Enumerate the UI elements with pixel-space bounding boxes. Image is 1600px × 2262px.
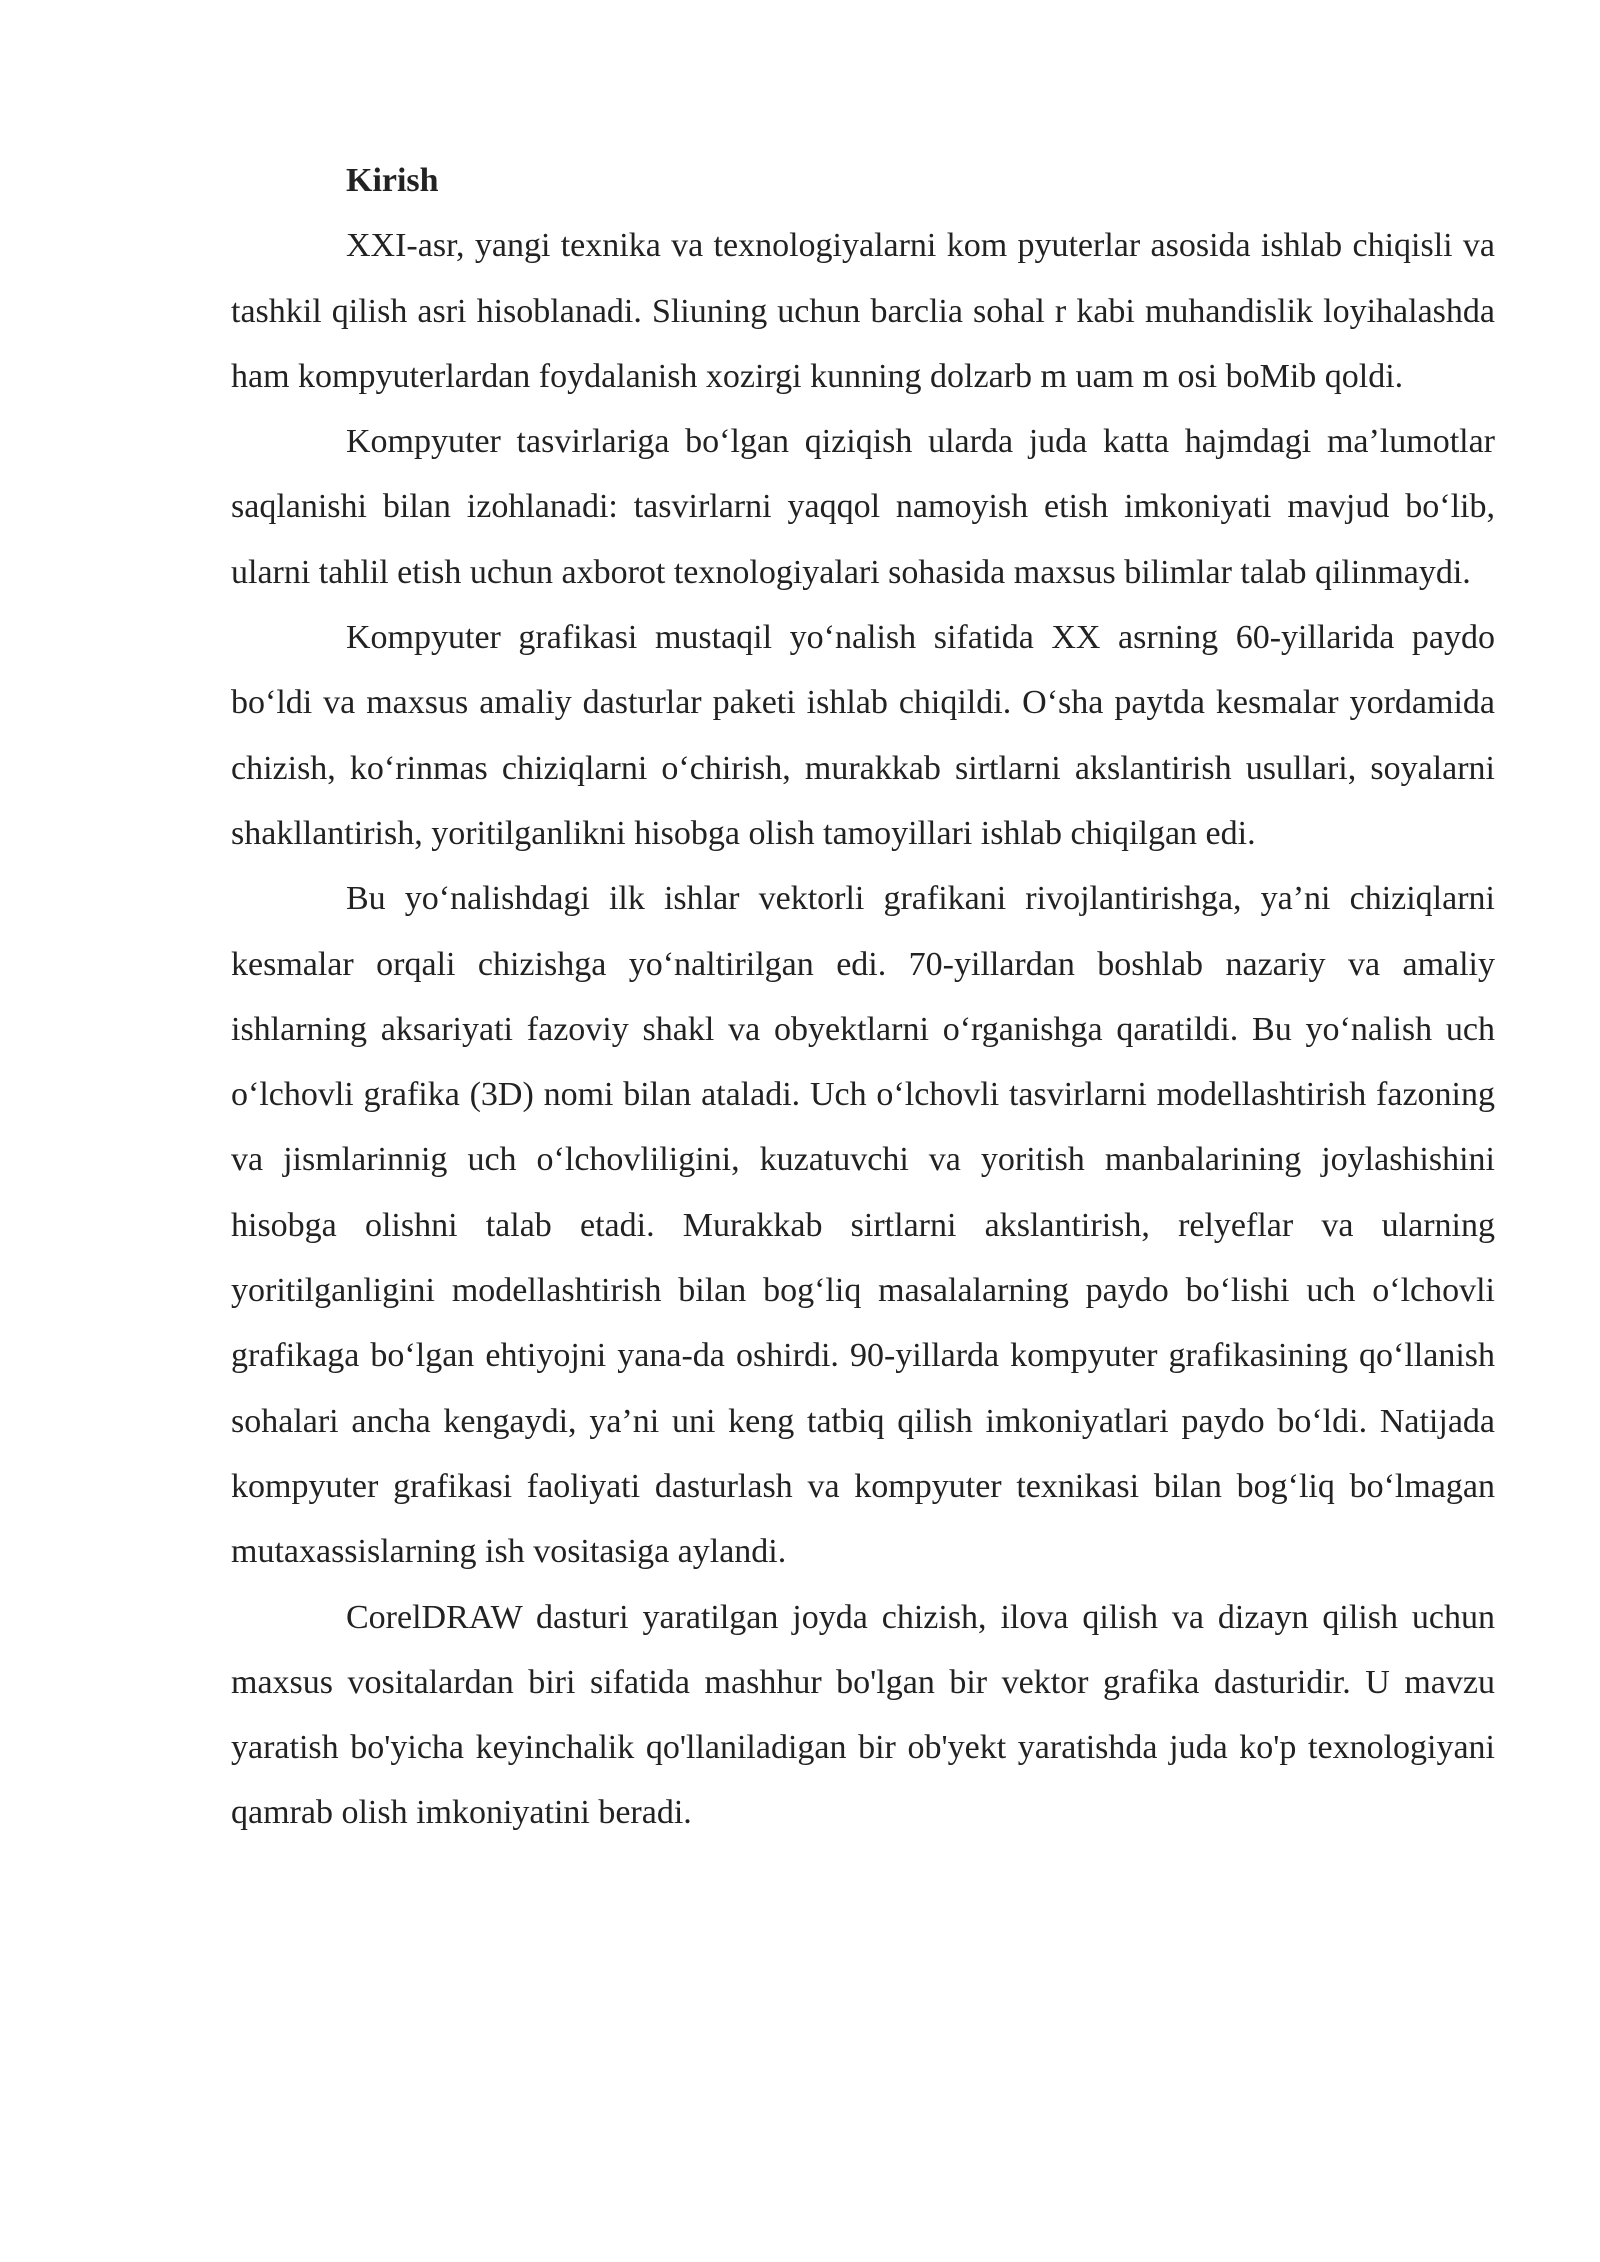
paragraph-coreldraw: CorelDRAW dasturi yaratilgan joyda chizish, ilova qilish va dizayn qilish uchun maxsus vositalardan biri sifatida mashhur bo'lgan bir vektor grafika dasturidir. U mavzu yaratish bo'yicha keyinchalik qo'llaniladigan bir ob'yekt yaratishda juda ko'p texnologiyani qamrab olish imkoniyatini beradi.: [231, 1598, 1495, 1832]
paragraph-intro: XXI-asr, yangi texnika va texnologiyalarni kom pyuterlar asosida ishlab chiqisli va tashkil qilish asri hisoblanadi. Sliuning uchun barclia sohal r kabi muhandislik loyihalashda ham kompyuterlardan foydalanish xozirgi kunning dolzarb m uam m osi boMib qoldi.: [231, 227, 1495, 395]
paragraph-graphics-history: Kompyuter grafikasi mustaqil yo‘nalish sifatida XX asrning 60-yillarida paydo bo‘ldi va maxsus amaliy dasturlar paketi ishlab chiqildi. O‘sha paytda kesmalar yordamida chizish, ko‘rinmas chiziqlarni o‘chirish, murakkab sirtlarni akslantirish usullari, soyalarni shakllantirish, yoritilganlikni hisobga olish tamoyillari ishlab chiqilgan edi.: [231, 619, 1495, 852]
section-heading: Kirish: [346, 162, 439, 199]
document-page: [231, 148, 1495, 1846]
paragraph-3d-graphics: Bu yo‘nalishdagi ilk ishlar vektorli grafikani rivojlantirishga, ya’ni chiziqlarni kesmalar orqali chizishga yo‘naltirilgan edi. 70-yillardan boshlab nazariy va amaliy ishlarning aksariyati fazoviy shakl va obyektlarni o‘rganishga qaratildi. Bu yo‘nalish uch o‘lchovli grafika (3D) nomi bilan ataladi. Uch o‘lchovli tasvirlarni modellashtirish fazoning va jismlarinnig uch o‘lchovliligini, kuzatuvchi va yoritish manbalarining joylashishini hisobga olishni talab etadi. Murakkab sirtlarni akslantirish, relyeflar va ularning yoritilganligini modellashtirish bilan bog‘liq masalalarning paydo bo‘lishi uch o‘lchovli grafikaga bo‘lgan ehtiyojni yana-da oshirdi. 90-yillarda kompyuter grafikasining qo‘llanish sohalari ancha kengaydi, ya’ni uni keng tatbiq qilish imkoniyatlari paydo bo‘ldi. Natijada kompyuter grafikasi faoliyati dasturlash va kompyuter texnikasi bilan bog‘liq bo‘lmagan mutaxassislarning ish vositasiga aylandi.: [231, 880, 1495, 1571]
paragraph-computer-images: Kompyuter tasvirlariga bo‘lgan qiziqish ularda juda katta hajmdagi ma’lumotlar saqlanishi bilan izohlanadi: tasvirlarni yaqqol namoyish etish imkoniyati mavjud bo‘lib, ularni tahlil etish uchun axborot texnologiyalari sohasida maxsus bilimlar talab qilinmaydi.: [231, 423, 1495, 591]
